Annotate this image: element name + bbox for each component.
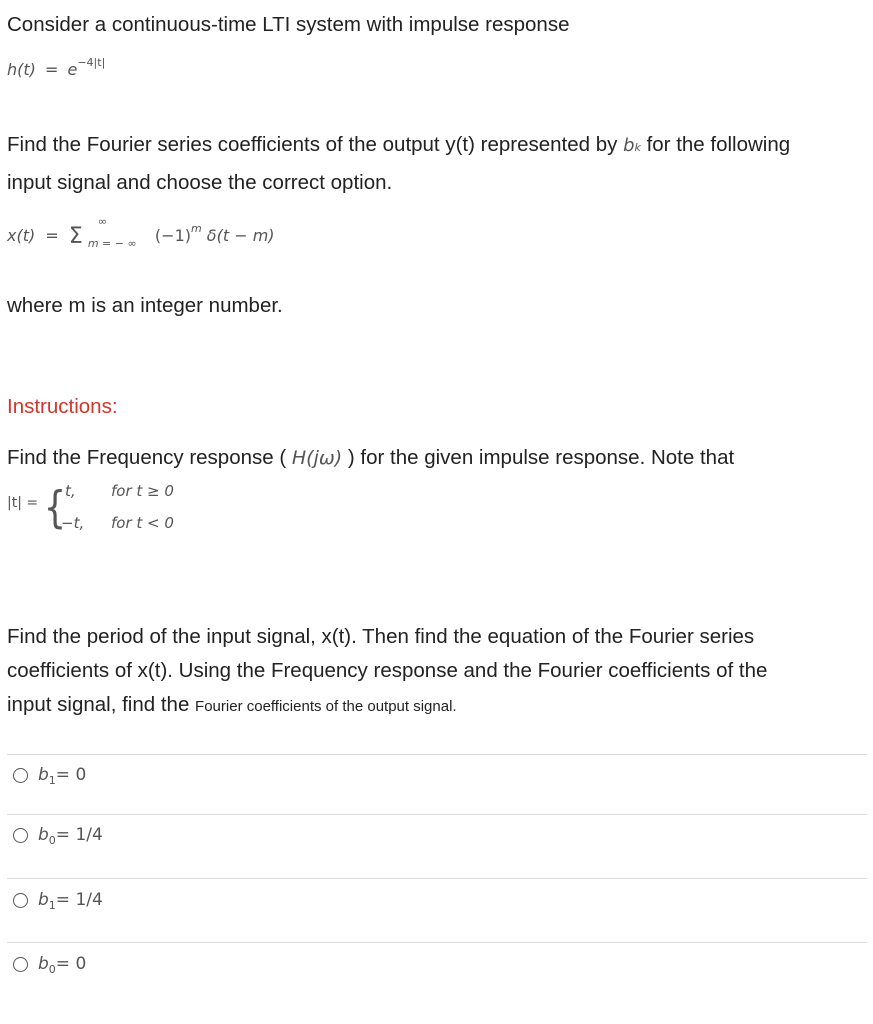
period-line-1: Find the period of the input signal, x(t). Then find the equation of the Fourier series: [7, 625, 755, 648]
sigma-symbol: Σ: [68, 224, 83, 249]
option-symbol: b: [38, 765, 49, 785]
sum-lower-limit: m = − ∞: [87, 237, 137, 250]
term-delta: δ(t − m): [201, 226, 275, 245]
period-text-a: input signal, find the: [7, 693, 196, 716]
x-of-t: x(t): [7, 226, 36, 245]
h-jw-symbol: H(jω): [291, 447, 343, 469]
frequency-response-line: [7, 441, 734, 475]
case1-condition: for t ≥ 0: [111, 482, 174, 500]
term-sign: (−1): [154, 226, 191, 245]
option-b1-equals-quarter[interactable]: [13, 885, 103, 915]
option-symbol: b: [38, 954, 49, 974]
term-exponent: m: [191, 222, 202, 235]
abs-value-definition: [7, 480, 307, 540]
bk-symbol: b: [623, 135, 635, 156]
case1-value: t,: [65, 482, 76, 500]
radio-button[interactable]: [13, 828, 28, 843]
divider-top: [7, 754, 867, 755]
bk-subscript: k: [634, 141, 641, 154]
sum-upper-limit: ∞: [97, 215, 107, 228]
equals-sign-2: =: [45, 226, 59, 245]
option-value: = 1/4: [55, 890, 103, 910]
option-value: = 0: [55, 765, 87, 785]
case2-value: −t,: [61, 514, 85, 532]
option-b0-equals-quarter[interactable]: [13, 820, 103, 850]
option-b0-equals-0[interactable]: [13, 949, 86, 979]
option-b1-equals-0[interactable]: [13, 760, 86, 790]
sum-limits: [87, 215, 150, 250]
brace-symbol: {: [43, 482, 67, 533]
option-symbol: b: [38, 825, 49, 845]
find-coefficients-line-2: input signal and choose the correct option.: [7, 171, 393, 194]
divider-2: [7, 878, 867, 879]
freq-text-a: Find the Frequency response (: [7, 446, 292, 469]
impulse-response-equation: [7, 56, 106, 79]
exp-power: −4|t|: [77, 56, 106, 69]
case2-condition: for t < 0: [111, 514, 174, 532]
option-subscript: 0: [48, 962, 56, 976]
where-m-text: where m is an integer number.: [7, 294, 283, 317]
divider-1: [7, 814, 867, 815]
period-line-2: coefficients of x(t). Using the Frequency response and the Fourier coefficients of the: [7, 659, 768, 682]
find-text-a: Find the Fourier series coefficients of the output y(t) represented by: [7, 133, 624, 156]
exp-base: e: [67, 60, 78, 79]
intro-text: Consider a continuous-time LTI system with impulse response: [7, 13, 570, 36]
radio-button[interactable]: [13, 957, 28, 972]
instructions-heading: Instructions:: [7, 395, 118, 418]
period-text-b: Fourier coefficients of the output signal.: [195, 698, 457, 715]
freq-text-b: ) for the given impulse response. Note that: [342, 446, 735, 469]
abs-t-lhs: |t| =: [7, 495, 39, 511]
period-line-3: [7, 688, 457, 724]
option-value: = 1/4: [55, 825, 103, 845]
h-of-t: h(t): [7, 60, 36, 79]
find-text-b: for the following: [640, 133, 791, 156]
divider-3: [7, 942, 867, 943]
option-subscript: 1: [48, 773, 56, 787]
input-signal-equation: [7, 215, 275, 252]
radio-button[interactable]: [13, 768, 28, 783]
option-value: = 0: [55, 954, 87, 974]
option-symbol: b: [38, 890, 49, 910]
radio-button[interactable]: [13, 893, 28, 908]
option-subscript: 0: [48, 833, 56, 847]
equals-sign: =: [45, 60, 59, 79]
find-coefficients-line-1: [7, 128, 790, 165]
option-subscript: 1: [48, 898, 56, 912]
